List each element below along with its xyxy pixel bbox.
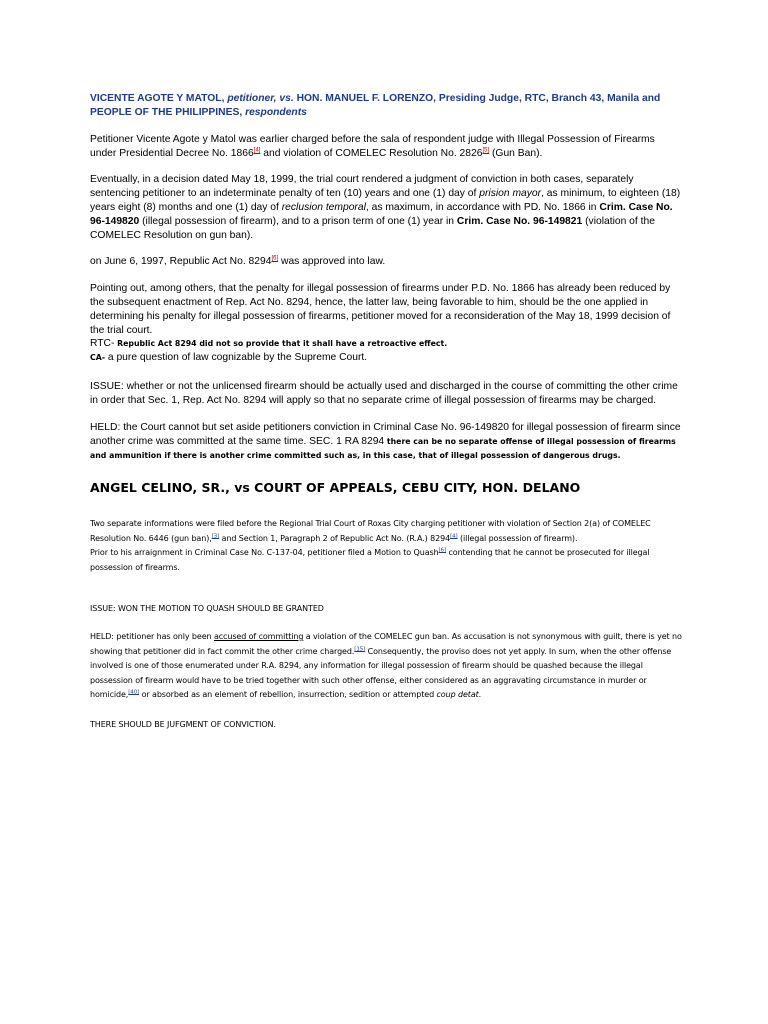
footnote-link[interactable]: [3] — [211, 532, 220, 539]
footnote-link[interactable]: [4] — [450, 532, 458, 539]
footnote-link[interactable]: [40] — [128, 689, 140, 696]
respondent-names: HON. MANUEL F. LORENZO, Presiding Judge, RTC, Branch 43, Manila and PEOPLE OF THE PHILIPPINES, — [90, 93, 661, 118]
paragraph-ra8294: on June 6, 1997, Republic Act No. 8294[6] was approved into law. — [90, 255, 386, 267]
paragraph-decision: Eventually, in a decision dated May 18, 1999, the trial court rendered a judgment of conviction in both cases, separately sentencing petitioner to an indeterminate penalty of ten (10) years and one (1) day of prision mayor, as minimum, to eighteen (18) years eight (8) months and one (1) day of reclusion temporal, as maximum, in accordance with PD. No. 1866 in Crim. Case No. 96-149820 (illegal possession of firearm), and to a prison term of one (1) year in Crim. Case No. 96-149821 (violation of the COMELEC Resolution on gun ban). — [90, 174, 681, 241]
rtc-ruling: RTC- Republic Act 8294 did not so provide that it shall have a retroactive effect. — [90, 338, 448, 349]
paragraph-reconsideration: Pointing out, among others, that the penalty for illegal possession of firearms under P.D. No. 1866 has already been reduced by the subsequent enactment of Rep. Act No. 8294, hence, the latter law, being favorable to him, should be the one applied in determining his penalty for illegal possession of firearms, petitioner moved for a reconsideration of the May 18, 1999 decision of the trial court. — [90, 283, 671, 336]
footnote-link[interactable]: [4] — [253, 147, 261, 154]
petitioner-name: VICENTE AGOTE Y MATOL, — [90, 93, 225, 104]
footnote-link[interactable]: [6] — [438, 547, 447, 554]
paragraph-charges: Petitioner Vicente Agote y Matol was earlier charged before the sala of respondent judge with Illegal Possession of Firearms under Presidential Decree No. 1866[4] and violation of COMELEC Resolution No. 2826[5] (Gun Ban). — [90, 134, 655, 159]
held-agote: HELD: the Court cannot but set aside petitioners conviction in Criminal Case No. 96-149820 for illegal possession of firearm since another crime was committed at the same time. SEC. 1 RA 8294 there can be no separate offense of illegal possession of firearms and ammunition if there is another crime committed such as, in this case, that of illegal possession of dangerous drugs. — [90, 422, 681, 460]
respondent-role: respondents — [245, 107, 307, 118]
petitioner-role: petitioner, vs. — [227, 93, 294, 104]
ca-ruling: CA- a pure question of law cognizable by the Supreme Court. — [90, 352, 368, 363]
issue-celino: ISSUE: WON THE MOTION TO QUASH SHOULD BE GRANTED — [90, 604, 324, 613]
held-celino: HELD: petitioner has only been accused of committing a violation of the COMELEC gun ban. As accusation is not synonymous with guilt, there is yet no showing that petitioner did in fact commit the other crime charged.[15] Consequently, the proviso does not yet apply. In sum, when the other offense involved is one of those enumerated under R.A. 8294, any information for illegal possession of firearm should be quashed because the illegal possession of firearm would have to be tried together with such other offense, either considered as an aggravating circumstance in murder or homicide,[40] or absorbed as an element of rebellion, insurrection, sedition or attempted coup detat. — [90, 632, 682, 699]
paragraph-informations: Two separate informations were filed before the Regional Trial Court of Roxas City charging petitioner with violation of Section 2(a) of COMELEC Resolution No. 6446 (gun ban),[3] and Section 1, Paragraph 2 of Republic Act No. (R.A.) 8294[4] (illegal possession of firearm). Prior to his arraignment in Criminal Case No. C-137-04, petitioner filed a Motion to Quash[6] contending that he cannot be prosecuted for illegal possession of firearms. — [90, 519, 651, 572]
issue-agote: ISSUE: whether or not the unlicensed firearm should be actually used and discharged in the course of committing the other crime in order that Sec. 1, Rep. Act No. 8294 will apply so that no separate crime of illegal possession of firearms may be charged. — [90, 381, 678, 406]
case-heading-celino: ANGEL CELINO, SR., vs COURT OF APPEALS, CEBU CITY, HON. DELANO — [90, 480, 581, 495]
closing-statement: THERE SHOULD BE JUFGMENT OF CONVICTION. — [90, 720, 276, 729]
case-caption-agote — [90, 92, 682, 120]
ca-label: CA- — [90, 353, 105, 362]
footnote-link[interactable]: [15] — [354, 645, 366, 652]
rtc-label: RTC- — [90, 338, 115, 349]
footnote-link[interactable]: [5] — [482, 147, 490, 154]
footnote-link[interactable]: [6] — [271, 255, 279, 262]
